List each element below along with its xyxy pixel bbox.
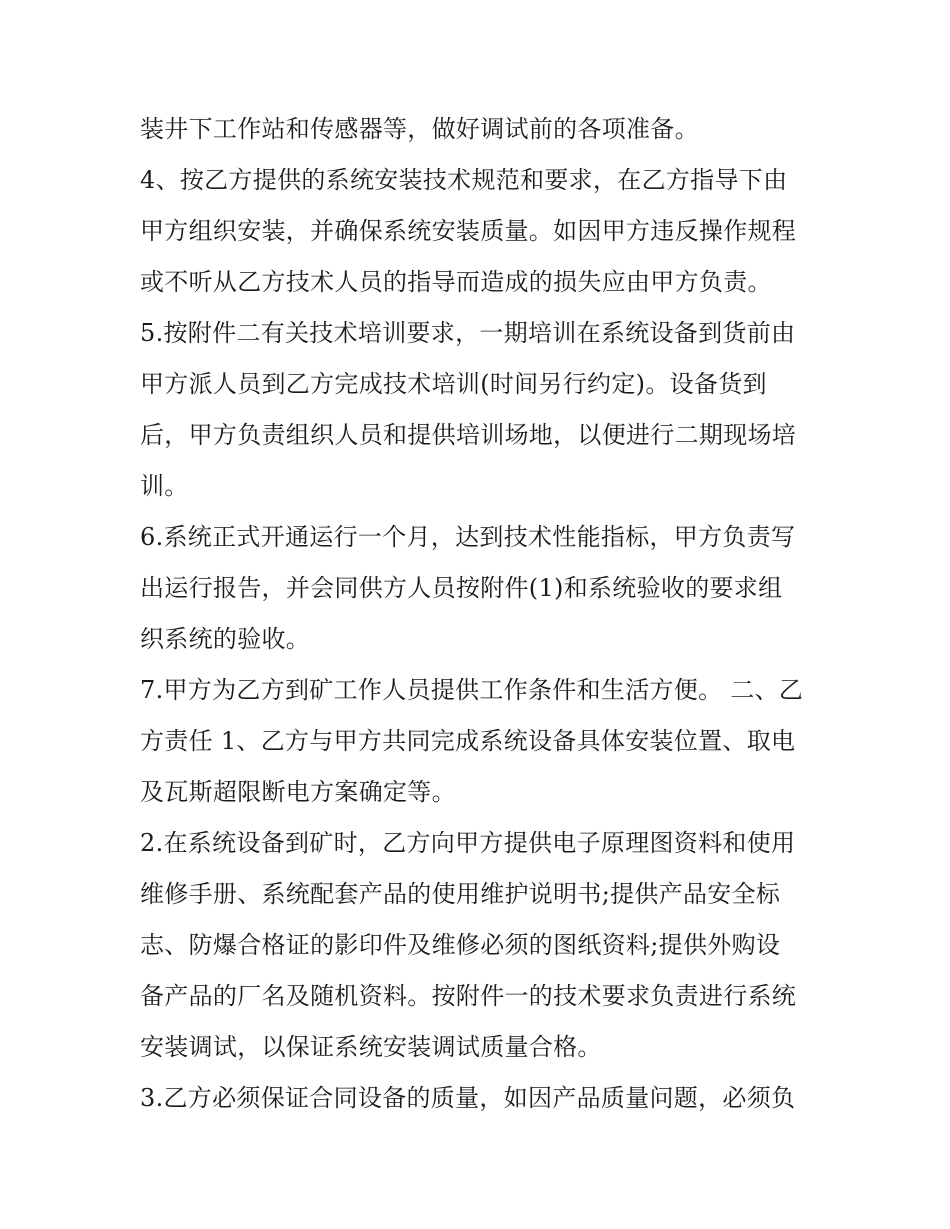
text-line: 备产品的厂名及随机资料。按附件一的技术要求负责进行系统 (140, 982, 797, 1010)
text-line: 3.乙方必须保证合同设备的质量，如因产品质量问题，必须负 (140, 1084, 796, 1112)
text-line: 安装调试，以保证系统安装调试质量合格。 (140, 1033, 602, 1061)
text-line: 2.在系统设备到矿时，乙方向甲方提供电子原理图资料和使用 (140, 829, 796, 857)
text-line: 志、防爆合格证的影印件及维修必须的图纸资料;提供外购设 (140, 931, 781, 959)
text-line: 后，甲方负责组织人员和提供培训场地，以便进行二期现场培 (140, 421, 797, 449)
text-line: 6.系统正式开通运行一个月，达到技术性能指标，甲方负责写 (140, 523, 796, 551)
text-line: 甲方派人员到乙方完成技术培训(时间另行约定)。设备货到 (140, 370, 767, 398)
text-line: 方责任 1、乙方与甲方共同完成系统设备具体安装位置、取电 (140, 727, 796, 755)
text-line: 装井下工作站和传感器等，做好调试前的各项准备。 (140, 115, 699, 143)
text-line: 4、按乙方提供的系统安装技术规范和要求，在乙方指导下由 (140, 166, 788, 194)
text-line: 织系统的验收。 (140, 625, 311, 653)
text-line: 出运行报告，并会同供方人员按附件(1)和系统验收的要求组 (140, 574, 783, 602)
text-line: 训。 (140, 472, 189, 500)
text-line: 甲方组织安装，并确保系统安装质量。如因甲方违反操作规程 (140, 217, 797, 245)
text-line: 5.按附件二有关技术培训要求，一期培训在系统设备到货前由 (140, 319, 796, 347)
text-line: 7.甲方为乙方到矿工作人员提供工作条件和生活方便。 二、乙 (140, 676, 804, 704)
document-body (140, 104, 830, 1124)
text-line: 维修手册、系统配套产品的使用维护说明书;提供产品安全标 (140, 880, 781, 908)
text-line: 及瓦斯超限断电方案确定等。 (140, 778, 456, 806)
text-line: 或不听从乙方技术人员的指导而造成的损失应由甲方负责。 (140, 268, 772, 296)
